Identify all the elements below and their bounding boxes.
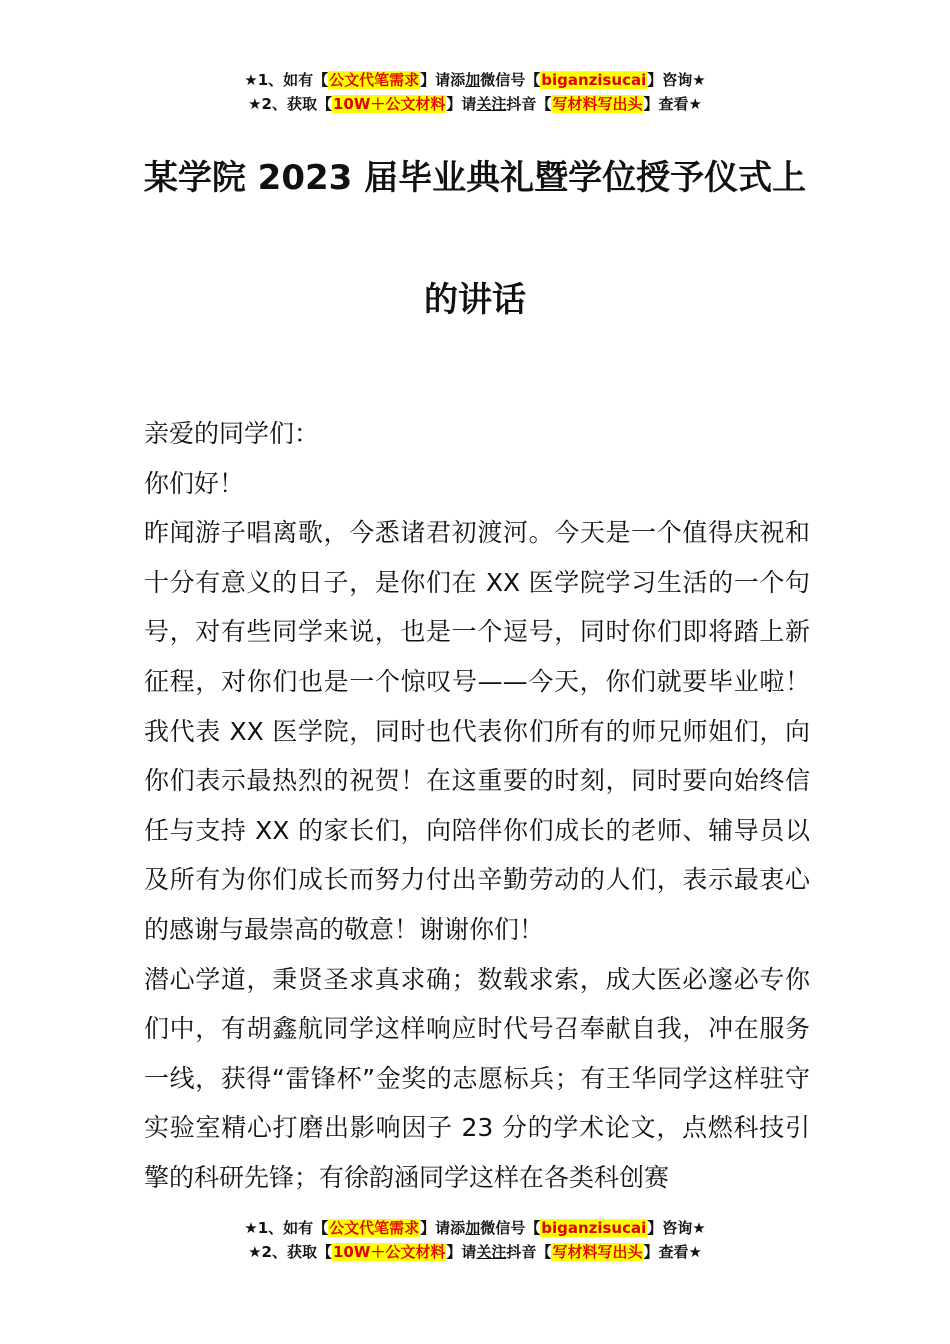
promo-text: ★1、如有【	[244, 1219, 329, 1237]
header-promo-banner	[0, 68, 950, 116]
promo-highlight: 写材料写出头	[552, 1243, 643, 1261]
document-title-line-1: 某学院 2023 届毕业典礼暨学位授予仪式上	[143, 158, 807, 198]
document-body	[144, 409, 810, 1203]
promo-highlight: 10W＋公文材料	[332, 1243, 446, 1261]
promo-text: 】咨询★	[647, 1219, 706, 1237]
promo-text: 微信号【	[480, 1219, 541, 1237]
promo-text: 】请	[446, 1243, 477, 1261]
paragraph: 昨闻游子唱离歌，今悉诸君初渡河。今天是一个值得庆祝和十分有意义的日子，是你们在 XX 医学院学习生活的一个句号，对有些同学来说，也是一个逗号，同时你们即将踏上新征程，对你们也是一个惊叹号——今天，你们就要毕业啦！我代表 XX 医学院，同时也代表你们所有的师兄师姐们，向你们表示最热烈的祝贺！在这重要的时刻，同时要向始终信任与支持 XX 的家长们，向陪伴你们成长的老师、辅导员以及所有为你们成长而努力付出辛勤劳动的人们，表示最衷心的感谢与最崇高的敬意！谢谢你们！	[144, 518, 810, 944]
promo-underline: 加	[465, 1219, 481, 1237]
promo-text: 微信号【	[480, 71, 541, 89]
promo-text: 抖音【	[506, 95, 552, 113]
promo-highlight: biganzisucai	[541, 71, 647, 89]
salutation: 亲爱的同学们：	[144, 419, 320, 448]
paragraph: 潜心学道，秉贤圣求真求确；数载求索，成大医必邃必专你们中，有胡鑫航同学这样响应时代号召奉献自我，冲在服务一线，获得“雷锋杯”金奖的志愿标兵；有王华同学这样驻守实验室精心打磨出影响因子 23 分的学术论文，点燃科技引擎的科研先锋；有徐韵涵同学这样在各类科创赛	[144, 964, 810, 1192]
promo-underline: 加	[465, 71, 481, 89]
promo-text: 抖音【	[506, 1243, 552, 1261]
document-title-line-2: 的讲话	[424, 280, 526, 320]
promo-text: ★2、获取【	[248, 1243, 332, 1261]
promo-highlight: 公文代笔需求	[329, 1219, 420, 1237]
promo-text: 】请添	[420, 1219, 466, 1237]
promo-line-1	[0, 68, 950, 92]
promo-text: 】咨询★	[647, 71, 706, 89]
promo-highlight: 10W＋公文材料	[332, 95, 446, 113]
promo-underline: 关注	[476, 95, 507, 113]
promo-text: 】请	[446, 95, 477, 113]
promo-text: ★1、如有【	[244, 71, 329, 89]
promo-line-2	[0, 1240, 950, 1264]
promo-line-2	[0, 92, 950, 116]
promo-text: 】请添	[420, 71, 466, 89]
promo-highlight: biganzisucai	[541, 1219, 647, 1237]
promo-highlight: 写材料写出头	[552, 95, 643, 113]
footer-promo-banner	[0, 1216, 950, 1264]
greeting: 你们好！	[144, 468, 245, 498]
promo-text: 】查看★	[643, 1243, 702, 1261]
promo-highlight: 公文代笔需求	[329, 71, 420, 89]
promo-text: ★2、获取【	[248, 95, 332, 113]
promo-underline: 关注	[476, 1243, 507, 1261]
promo-line-1	[0, 1216, 950, 1240]
promo-text: 】查看★	[643, 95, 702, 113]
